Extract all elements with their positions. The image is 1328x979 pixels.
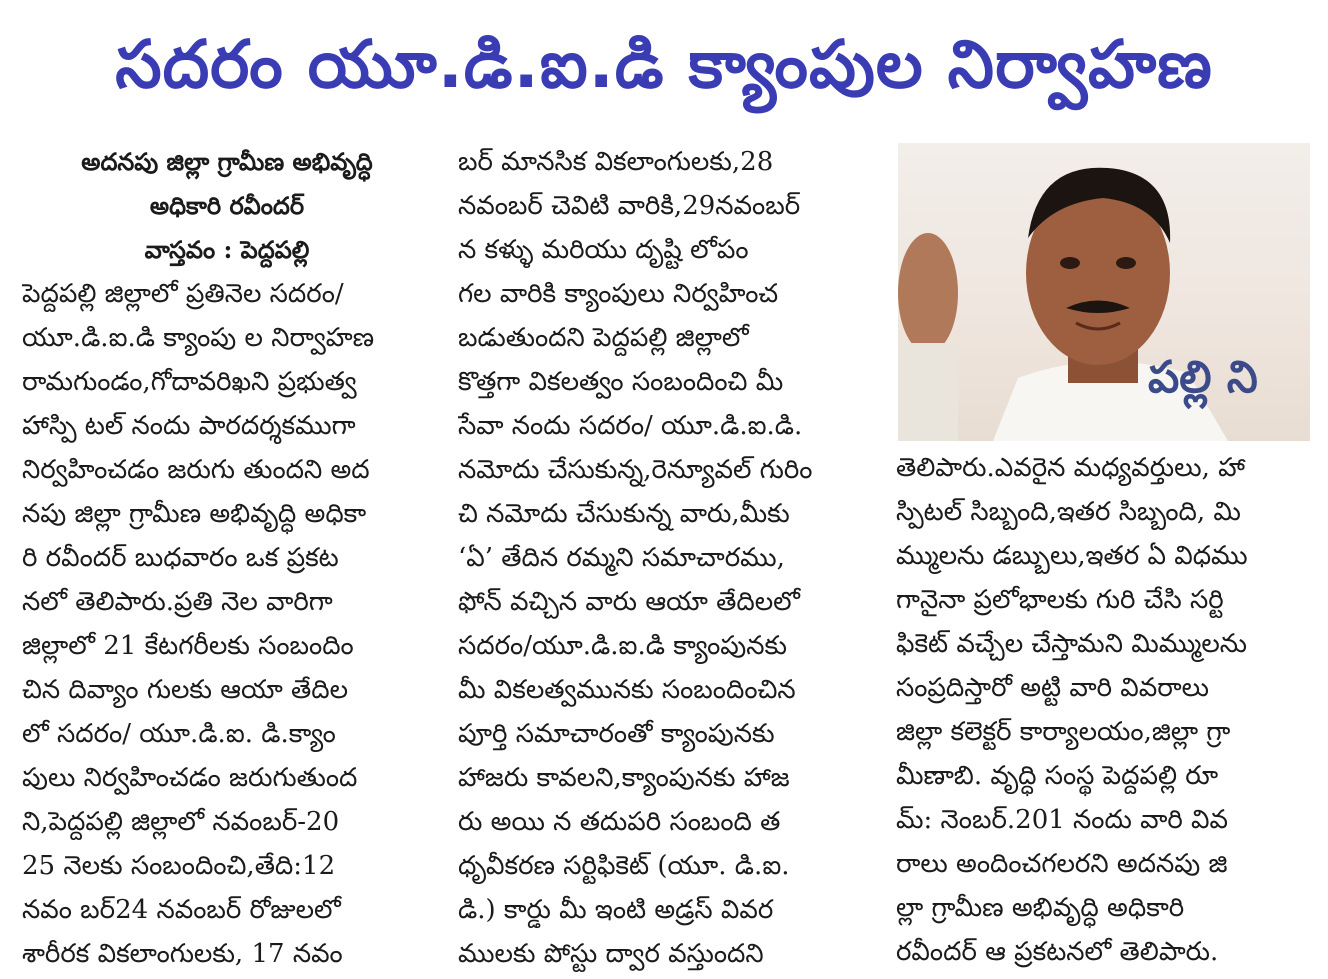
text-line: ఫోన్ వచ్చిన వారు ఆయా తేదిలలో [458, 587, 800, 617]
text-line: తెలిపారు.ఎవరైన మధ్యవర్తులు, హా [896, 453, 1245, 483]
text-line: హాజరు కావలని,క్యాంపునకు హాజ [458, 763, 790, 793]
text-line: లో సదరం/ యూ.డి.ఐ. డి.క్యాం [22, 719, 336, 749]
text-line: ని,పెద్దపల్లి జిల్లాలో నవంబర్-20 [22, 807, 340, 837]
text-line: యూ.డి.ఐ.డి క్యాంపు ల నిర్వాహణ [22, 323, 375, 353]
byline-line: అదనపు జిల్లా గ్రామీణ అభివృద్ధి [81, 147, 373, 176]
text-line: సంప్రదిస్తారో అట్టి వారి వివరాలు [896, 673, 1210, 703]
text-line: పూర్తి సమాచారంతో క్యాంపునకు [458, 719, 775, 749]
text-line: కొత్తగా వికలత్వం సంబందించి మీ [458, 367, 784, 397]
text-line: న కళ్ళు మరియు దృష్టి లోపం [458, 235, 749, 265]
text-line: నవంబర్ చెవిటి వారికి,29నవంబర్ [458, 191, 801, 221]
text-line: 25 నెలకు సంబందించి,తేది:12 [22, 851, 336, 881]
text-line: గల వారికి క్యాంపులు నిర్వహించ [458, 279, 779, 309]
text-line: నిర్వహించడం జరుగు తుందని అద [22, 455, 370, 485]
text-line: చి నమోదు చేసుకున్న వారు,మీకు [458, 499, 790, 529]
text-line: పులు నిర్వహించడం జరుగుతుంద [22, 763, 358, 793]
official-photo [898, 143, 1310, 441]
text-line: మీ వికలత్వమునకు సంబందించిన [458, 675, 796, 705]
article-column-1 [22, 140, 432, 976]
text-line: రవీందర్ ఆ ప్రకటనలో తెలిపారు. [896, 937, 1219, 967]
text-line: చిన దివ్యాం గులకు ఆయా తేదిల [22, 675, 349, 705]
text-line: ధృవీకరణ సర్టిఫికెట్ (యూ. డి.ఐ. [458, 851, 790, 881]
photo-banner-text-2: పల్లి ని [1148, 352, 1258, 403]
text-line: నపు జిల్లా గ్రామీణ అభివృద్ధి అధికా [22, 499, 367, 529]
text-line: డి.) కార్డు మీ ఇంటి అడ్రస్ వివర [458, 895, 774, 925]
text-line: జిల్లాలో 21 కేటగరీలకు సంబందిం [22, 631, 354, 661]
byline-line: వాస్తవం : పెద్దపల్లి [144, 235, 310, 264]
headline: సదరం యూ.డి.ఐ.డి క్యాంపుల నిర్వాహణ [115, 26, 1213, 103]
text-line: బడుతుందని పెద్దపల్లి జిల్లాలో [458, 323, 749, 353]
text-line: మీణాబి. వృద్ధి సంస్థ పెద్దపల్లి రూ [896, 761, 1219, 791]
text-line: నవం బర్24 నవంబర్ రోజులలో [22, 895, 341, 925]
main-person-eye [1116, 257, 1136, 269]
text-line: నలో తెలిపారు.ప్రతి నెల వారిగా [22, 587, 333, 617]
article-column-3 [896, 446, 1316, 974]
text-line: సదరం/యూ.డి.ఐ.డి క్యాంపునకు [458, 631, 788, 661]
text-line: మ్: నెంబర్.201 నందు వారి వివ [896, 805, 1228, 835]
article-column-2 [458, 140, 868, 976]
text-line: గానైనా ప్రలోభాలకు గురి చేసి సర్టి [896, 585, 1224, 615]
text-line: రాలు అందించగలరని అదనపు జి [896, 849, 1228, 879]
main-person-eye [1060, 257, 1080, 269]
text-line: హాస్పి టల్ నందు పారదర్శకముగా [22, 411, 356, 441]
background-person-head [898, 233, 958, 353]
text-line: రామగుండం,గోదావరిఖని ప్రభుత్వ [22, 367, 357, 397]
text-line: బర్ మానసిక వికలాంగులకు,28 [458, 147, 774, 177]
text-line: సేవా నందు సదరం/ యూ.డి.ఐ.డి. [458, 411, 803, 441]
text-line: జిల్లా కలెక్టర్ కార్యాలయం,జిల్లా గ్రా [896, 717, 1231, 747]
text-line: ల్లా గ్రామీణ అభివృద్ధి అధికారి [896, 893, 1185, 923]
background-person-shirt [898, 343, 958, 441]
text-line: పెద్దపల్లి జిల్లాలో ప్రతినెల సదరం/ [22, 279, 344, 309]
text-line: నమోదు చేసుకున్న,రెన్యూవల్ గురిం [458, 455, 813, 485]
text-line: ఫికెట్ వచ్చేల చేస్తామని మిమ్ములను [896, 629, 1248, 659]
text-line: రు అయి న తదుపరి సంబంది త [458, 807, 781, 837]
text-line: శారీరక వికలాంగులకు, 17 నవం [22, 939, 343, 969]
text-line: మ్ములను డబ్బులు,ఇతర ఏ విధము [896, 541, 1248, 571]
text-line: ‘ఏ’ తేదిన రమ్మని సమాచారము, [458, 543, 785, 573]
text-line: ములకు పోస్టు ద్వార వస్తుందని [458, 939, 764, 969]
text-line: స్పిటల్ సిబ్బంది,ఇతర సిబ్బంది, మి [896, 497, 1241, 527]
byline-line: అధికారి రవీందర్ [149, 191, 305, 220]
text-line: రి రవీందర్ బుధవారం ఒక ప్రకట [22, 543, 339, 573]
